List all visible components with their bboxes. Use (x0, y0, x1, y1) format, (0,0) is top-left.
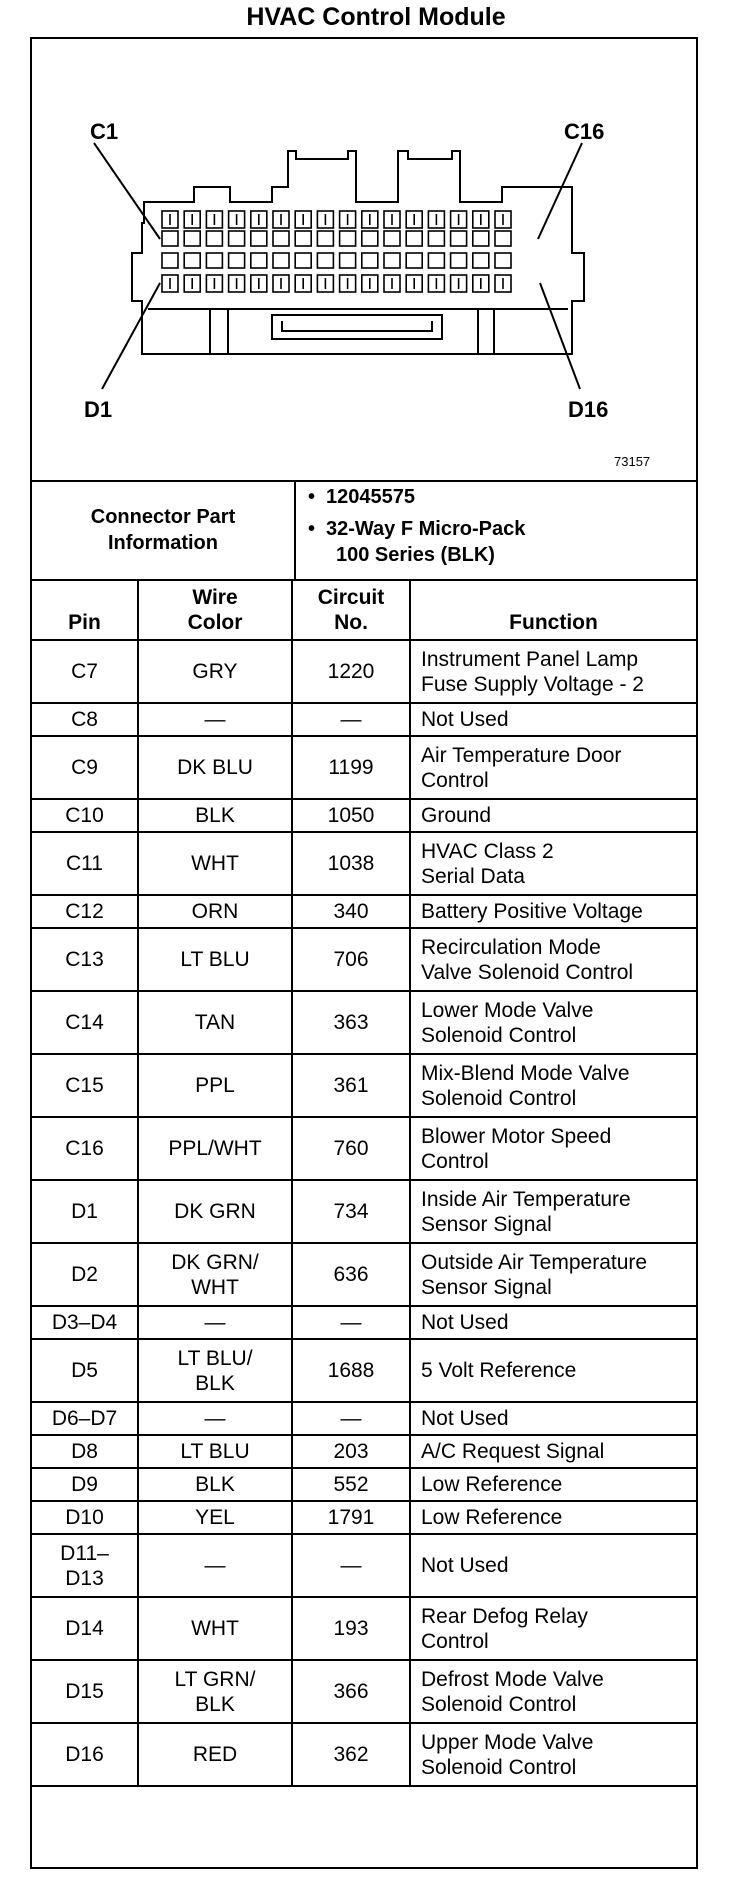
table-row (32, 1117, 696, 1180)
circuit-cell: 203 (292, 1435, 410, 1468)
pin-cell: C14 (32, 991, 138, 1054)
function-cell: Lower Mode Valve Solenoid Control (410, 991, 696, 1054)
pin-cell: C15 (32, 1054, 138, 1117)
pin-cavity (428, 253, 444, 268)
pin-cavity (495, 253, 511, 268)
function-cell: Not Used (410, 703, 696, 736)
circuit-cell: 706 (292, 928, 410, 991)
connector-diagram (32, 39, 696, 482)
pin-cavity (229, 231, 245, 246)
table-row (32, 1402, 696, 1435)
header-wire-color: Wire Color (138, 579, 292, 640)
pin-cavity (295, 231, 311, 246)
pin-cavity (162, 231, 178, 246)
pin-cavity (406, 231, 422, 246)
pin-cell: C8 (32, 703, 138, 736)
circuit-cell: 1050 (292, 799, 410, 832)
pin-cavity (362, 253, 378, 268)
wire-color-cell: DK BLU (138, 736, 292, 799)
label-d16: D16 (568, 397, 609, 422)
pin-cavity (317, 253, 333, 268)
label-c1: C1 (90, 119, 119, 144)
wire-color-cell: YEL (138, 1501, 292, 1534)
pin-cavity (428, 231, 444, 246)
pin-cell: C9 (32, 736, 138, 799)
circuit-cell: 636 (292, 1243, 410, 1306)
wire-color-cell: LT BLU (138, 928, 292, 991)
circuit-cell: 366 (292, 1660, 410, 1723)
part-info-label: Connector Part Information (32, 480, 296, 579)
circuit-cell: 340 (292, 895, 410, 928)
pin-cell: D14 (32, 1597, 138, 1660)
pin-cell: D2 (32, 1243, 138, 1306)
pin-cavity (251, 253, 267, 268)
circuit-cell: 1038 (292, 832, 410, 895)
table-row (32, 1468, 696, 1501)
circuit-cell: 760 (292, 1117, 410, 1180)
wire-color-cell: — (138, 703, 292, 736)
function-cell: Instrument Panel Lamp Fuse Supply Voltage - 2 (410, 640, 696, 703)
pin-cavity (340, 253, 356, 268)
wire-color-cell: ORN (138, 895, 292, 928)
pin-cell: D8 (32, 1435, 138, 1468)
function-cell: Not Used (410, 1306, 696, 1339)
function-cell: Blower Motor Speed Control (410, 1117, 696, 1180)
pin-cell: C16 (32, 1117, 138, 1180)
function-cell: A/C Request Signal (410, 1435, 696, 1468)
wire-color-cell: TAN (138, 991, 292, 1054)
table-row (32, 1534, 696, 1597)
pin-cell: C10 (32, 799, 138, 832)
table-row (32, 1054, 696, 1117)
pin-cavity (495, 231, 511, 246)
function-cell: Mix-Blend Mode Valve Solenoid Control (410, 1054, 696, 1117)
table-row (32, 1306, 696, 1339)
circuit-cell: 1220 (292, 640, 410, 703)
table-row (32, 1435, 696, 1468)
table-row (32, 1660, 696, 1723)
function-cell: Upper Mode Valve Solenoid Control (410, 1723, 696, 1786)
circuit-cell: 552 (292, 1468, 410, 1501)
wire-color-cell: LT GRN/ BLK (138, 1660, 292, 1723)
circuit-cell: — (292, 703, 410, 736)
function-cell: Recirculation Mode Valve Solenoid Control (410, 928, 696, 991)
wire-color-cell: WHT (138, 1597, 292, 1660)
connector-info-sheet (30, 37, 698, 1869)
wire-color-cell: DK GRN/ WHT (138, 1243, 292, 1306)
function-cell: Not Used (410, 1402, 696, 1435)
pin-cell: D1 (32, 1180, 138, 1243)
function-cell: Ground (410, 799, 696, 832)
label-c16: C16 (564, 119, 605, 144)
circuit-cell: — (292, 1534, 410, 1597)
circuit-cell: 1791 (292, 1501, 410, 1534)
function-cell: Low Reference (410, 1468, 696, 1501)
pin-cell: D3–D4 (32, 1306, 138, 1339)
table-row (32, 703, 696, 736)
pin-cavity (206, 231, 222, 246)
pin-cavity (340, 231, 356, 246)
circuit-cell: 1688 (292, 1339, 410, 1402)
circuit-cell: — (292, 1306, 410, 1339)
table-row (32, 1501, 696, 1534)
function-cell: Air Temperature Door Control (410, 736, 696, 799)
pin-cell: D11– D13 (32, 1534, 138, 1597)
pin-cavity (184, 231, 200, 246)
table-row (32, 1597, 696, 1660)
pin-cavity (451, 231, 467, 246)
pin-cavity (229, 253, 245, 268)
header-pin: Pin (32, 579, 138, 640)
table-row (32, 1243, 696, 1306)
pin-cavity (473, 231, 489, 246)
wire-color-cell: — (138, 1306, 292, 1339)
pin-cell: D5 (32, 1339, 138, 1402)
pin-cell: D16 (32, 1723, 138, 1786)
wire-color-cell: BLK (138, 1468, 292, 1501)
function-cell: Rear Defog Relay Control (410, 1597, 696, 1660)
wire-color-cell: — (138, 1402, 292, 1435)
pin-cell: D9 (32, 1468, 138, 1501)
wire-color-cell: LT BLU (138, 1435, 292, 1468)
table-row (32, 799, 696, 832)
pin-cavity (362, 231, 378, 246)
function-cell: Defrost Mode Valve Solenoid Control (410, 1660, 696, 1723)
function-cell: Inside Air Temperature Sensor Signal (410, 1180, 696, 1243)
pin-cell: D10 (32, 1501, 138, 1534)
circuit-cell: 363 (292, 991, 410, 1054)
pin-cavity (273, 231, 289, 246)
pinout-table (32, 579, 696, 1787)
function-cell: HVAC Class 2 Serial Data (410, 832, 696, 895)
pin-cavity (295, 253, 311, 268)
header-circuit-no: Circuit No. (292, 579, 410, 640)
wire-color-cell: PPL/WHT (138, 1117, 292, 1180)
function-cell: Low Reference (410, 1501, 696, 1534)
pin-cavity (317, 231, 333, 246)
wire-color-cell: DK GRN (138, 1180, 292, 1243)
connector-part-information (32, 480, 696, 581)
connector-face-drawing (32, 39, 696, 480)
figure-number: 73157 (614, 454, 651, 469)
function-cell: Outside Air Temperature Sensor Signal (410, 1243, 696, 1306)
wire-color-cell: PPL (138, 1054, 292, 1117)
table-row (32, 895, 696, 928)
wire-color-cell: BLK (138, 799, 292, 832)
table-row (32, 736, 696, 799)
circuit-cell: 361 (292, 1054, 410, 1117)
pin-cavity (384, 231, 400, 246)
pin-cavity (384, 253, 400, 268)
pin-cell: C7 (32, 640, 138, 703)
pin-cell: C11 (32, 832, 138, 895)
circuit-cell: 362 (292, 1723, 410, 1786)
table-row (32, 1339, 696, 1402)
wire-color-cell: GRY (138, 640, 292, 703)
label-d1: D1 (84, 397, 113, 422)
circuit-cell: 193 (292, 1597, 410, 1660)
function-cell: 5 Volt Reference (410, 1339, 696, 1402)
table-row (32, 991, 696, 1054)
part-number: • 12045575 (296, 484, 692, 510)
wire-color-cell: LT BLU/ BLK (138, 1339, 292, 1402)
pin-cavity (473, 253, 489, 268)
wire-color-cell: RED (138, 1723, 292, 1786)
circuit-cell: 734 (292, 1180, 410, 1243)
table-row (32, 1180, 696, 1243)
connector-description: • 32-Way F Micro-Pack (296, 516, 692, 542)
header-function: Function (410, 579, 696, 640)
pin-cell: C12 (32, 895, 138, 928)
pin-cell: D6–D7 (32, 1402, 138, 1435)
circuit-cell: 1199 (292, 736, 410, 799)
pin-cavity (162, 253, 178, 268)
function-cell: Not Used (410, 1534, 696, 1597)
connector-series: 100 Series (BLK) (336, 544, 495, 566)
table-row (32, 832, 696, 895)
part-info-list (296, 484, 692, 568)
pin-cavity (251, 231, 267, 246)
function-cell: Battery Positive Voltage (410, 895, 696, 928)
table-row (32, 928, 696, 991)
pin-cavity (451, 253, 467, 268)
table-row (32, 640, 696, 703)
pin-cavity (184, 253, 200, 268)
pin-cell: C13 (32, 928, 138, 991)
pin-cavity (206, 253, 222, 268)
pin-cell: D15 (32, 1660, 138, 1723)
pin-cavity (273, 253, 289, 268)
table-header-row (32, 579, 696, 640)
wire-color-cell: WHT (138, 832, 292, 895)
wire-color-cell: — (138, 1534, 292, 1597)
circuit-cell: — (292, 1402, 410, 1435)
page-title: HVAC Control Module (246, 3, 506, 31)
pin-cavity (406, 253, 422, 268)
table-row (32, 1723, 696, 1786)
